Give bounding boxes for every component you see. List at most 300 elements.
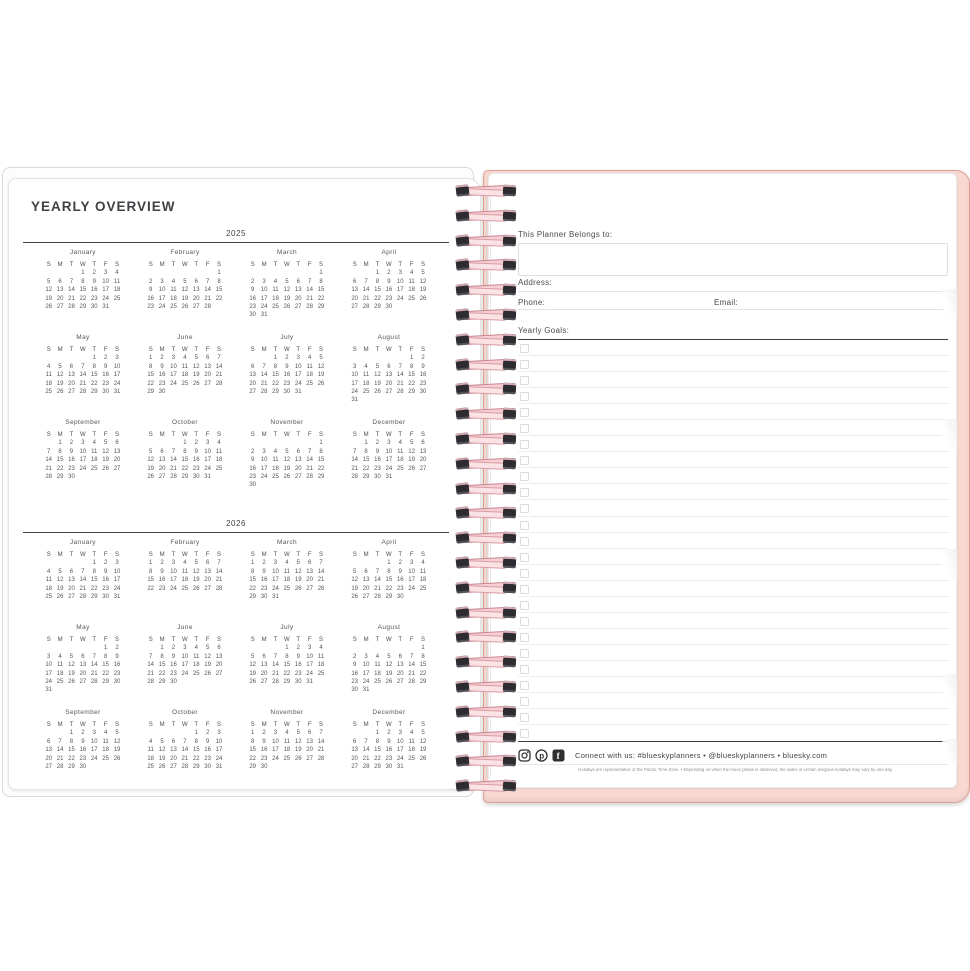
date-cell (349, 354, 360, 362)
date-cell: 6 (47, 738, 51, 745)
date-cell: 12 (317, 363, 325, 370)
date-row (349, 653, 429, 661)
weekday-letter: W (182, 347, 188, 353)
goal-row (518, 388, 948, 404)
month-name: February (170, 249, 200, 256)
date-cell: 29 (90, 594, 98, 601)
address-label: Address: (518, 278, 552, 287)
date-cell: 26 (56, 389, 64, 396)
date-cell: 22 (385, 585, 393, 592)
date-cell: 4 (307, 355, 312, 362)
weekday-letter: T (92, 552, 97, 558)
weekday-letter: W (386, 262, 392, 268)
date-cell: 1 (319, 270, 323, 277)
date-cell: 12 (192, 568, 200, 575)
date-row (43, 278, 123, 286)
date-cell: 13 (192, 287, 200, 294)
date-cell (293, 269, 304, 277)
month-name: January (70, 539, 96, 546)
date-cell: 25 (272, 304, 279, 311)
date-cell: 27 (260, 679, 268, 686)
date-cell: 25 (272, 474, 279, 481)
date-cell (168, 729, 179, 737)
date-cell (360, 354, 371, 362)
date-cell: 15 (249, 747, 257, 754)
date-row (247, 388, 327, 396)
date-cell: 24 (385, 465, 393, 472)
date-cell: 13 (113, 448, 121, 455)
date-cell: 7 (353, 448, 357, 455)
weekday-letter: W (386, 552, 392, 558)
date-cell: 26 (102, 465, 109, 472)
date-cell (372, 644, 383, 652)
date-cell: 5 (251, 653, 255, 660)
date-cell: 8 (149, 568, 153, 575)
date-row (247, 380, 327, 388)
date-cell: 28 (79, 389, 87, 396)
month-calendar (43, 419, 123, 504)
goal-checkbox (520, 424, 529, 433)
phone-email-row (518, 298, 948, 310)
date-cell: 29 (181, 474, 189, 481)
date-cell: 13 (68, 577, 75, 584)
date-cell: 5 (409, 440, 414, 447)
date-cell: 28 (396, 389, 404, 396)
weekday-letter: F (205, 552, 210, 558)
date-cell: 2 (375, 440, 380, 447)
belongs-label: This Planner Belongs to: (518, 230, 613, 239)
date-cell (247, 439, 258, 447)
date-row (247, 371, 327, 379)
year-label: 2025 (226, 229, 246, 238)
date-row (247, 763, 327, 771)
date-row (43, 585, 123, 593)
date-cell: 5 (194, 355, 198, 362)
date-cell: 12 (374, 372, 381, 379)
date-cell: 27 (45, 764, 53, 771)
month-name: July (280, 624, 294, 631)
date-row (247, 363, 327, 371)
date-cell: 1 (194, 730, 198, 737)
date-cell: 6 (353, 278, 357, 285)
date-cell: 26 (294, 755, 302, 762)
date-cell: 18 (113, 287, 121, 294)
date-row (349, 729, 429, 737)
date-cell: 12 (283, 287, 291, 294)
weekday-letter: S (421, 722, 426, 728)
goal-checkbox (520, 440, 529, 449)
date-row (145, 295, 225, 303)
date-cell: 19 (147, 465, 155, 472)
date-cell: 17 (351, 380, 359, 387)
date-cell: 18 (283, 747, 291, 754)
weekday-letter: M (261, 722, 267, 728)
date-row (247, 653, 327, 661)
date-cell (281, 311, 292, 319)
date-cell: 9 (285, 363, 289, 370)
date-cell: 21 (147, 670, 155, 677)
coil-loop (456, 680, 516, 694)
date-cell: 8 (273, 363, 278, 370)
date-cell: 3 (217, 730, 221, 737)
date-cell (383, 396, 394, 404)
date-cell (77, 644, 88, 652)
date-cell: 27 (68, 389, 75, 396)
date-cell: 27 (385, 389, 393, 396)
goal-checkbox (520, 665, 529, 674)
date-row (145, 644, 225, 652)
date-cell: 18 (408, 287, 415, 294)
date-cell: 15 (90, 577, 98, 584)
date-cell: 1 (69, 730, 74, 737)
date-cell: 14 (68, 287, 75, 294)
date-cell: 20 (419, 457, 427, 464)
date-cell: 11 (408, 278, 415, 285)
date-cell: 30 (260, 594, 268, 601)
month-calendar (247, 334, 327, 419)
date-cell (179, 269, 190, 277)
date-cell: 6 (217, 645, 221, 652)
date-cell: 30 (79, 764, 87, 771)
date-cell: 24 (362, 679, 370, 686)
date-cell: 5 (285, 448, 289, 455)
date-cell: 11 (397, 448, 404, 455)
weekday-header-row (43, 551, 123, 559)
date-cell: 30 (170, 679, 177, 686)
goal-row (518, 661, 948, 677)
date-cell: 10 (90, 738, 98, 745)
weekday-letter: T (194, 432, 199, 438)
date-row (145, 559, 225, 567)
weekday-letter: S (115, 722, 120, 728)
date-cell (372, 559, 383, 567)
date-cell: 8 (251, 738, 255, 745)
weekday-letter: F (103, 552, 108, 558)
date-cell: 11 (283, 568, 290, 575)
date-row (349, 585, 429, 593)
date-cell: 27 (306, 755, 313, 762)
date-cell: 13 (385, 372, 393, 379)
weekday-letter: M (159, 722, 165, 728)
weekday-letter: S (115, 552, 120, 558)
date-cell: 15 (317, 457, 325, 464)
date-cell: 13 (351, 747, 359, 754)
date-cell: 9 (251, 457, 255, 464)
date-cell: 7 (364, 738, 368, 745)
date-cell: 26 (158, 764, 166, 771)
weekday-header-row (349, 346, 429, 354)
date-row (349, 448, 429, 456)
date-cell: 29 (317, 474, 325, 481)
date-cell: 17 (170, 577, 177, 584)
goal-checkbox (520, 713, 529, 722)
date-row (43, 763, 123, 771)
date-cell: 3 (115, 560, 119, 567)
yearly-goals-list (518, 339, 948, 742)
date-cell: 11 (374, 662, 381, 669)
date-cell: 18 (215, 457, 223, 464)
date-cell: 19 (408, 457, 415, 464)
date-cell: 27 (204, 380, 211, 387)
date-cell: 9 (69, 448, 74, 455)
date-cell: 17 (385, 457, 393, 464)
date-row (145, 465, 225, 473)
date-cell: 22 (192, 755, 200, 762)
month-calendar (247, 539, 327, 624)
date-cell: 20 (204, 372, 211, 379)
date-row (349, 363, 429, 371)
weekday-letter: M (261, 432, 267, 438)
date-row (43, 576, 123, 584)
date-cell: 30 (374, 474, 381, 481)
date-cell (315, 311, 326, 319)
goal-row (518, 613, 948, 629)
date-cell: 9 (375, 448, 380, 455)
coil-loop (456, 432, 516, 446)
date-cell: 18 (396, 457, 404, 464)
date-cell (406, 644, 417, 652)
date-cell: 30 (158, 389, 166, 396)
date-cell: 19 (294, 577, 302, 584)
date-row (349, 644, 429, 652)
year-section (23, 518, 449, 794)
date-cell (270, 269, 281, 277)
date-cell: 16 (260, 747, 268, 754)
date-cell: 23 (294, 670, 302, 677)
goal-row (518, 356, 948, 372)
date-cell: 3 (364, 653, 368, 660)
date-cell (145, 439, 156, 447)
date-cell: 22 (408, 380, 415, 387)
date-cell: 30 (68, 474, 75, 481)
date-row (247, 473, 327, 481)
date-cell: 3 (115, 355, 119, 362)
date-cell (281, 763, 292, 771)
date-row (349, 286, 429, 294)
date-cell: 4 (47, 568, 51, 575)
date-row (349, 371, 429, 379)
date-cell: 13 (204, 363, 211, 370)
date-cell: 20 (306, 747, 313, 754)
weekday-letter: F (307, 262, 312, 268)
date-cell: 22 (317, 295, 325, 302)
weekday-letter: T (69, 262, 74, 268)
date-cell: 19 (158, 755, 166, 762)
date-cell: 30 (249, 312, 257, 319)
date-cell: 4 (183, 355, 187, 362)
coil-loop (456, 730, 516, 744)
date-cell: 7 (319, 730, 323, 737)
date-cell: 26 (294, 585, 302, 592)
date-cell: 8 (319, 278, 323, 285)
coil-loop (456, 754, 516, 768)
date-cell: 9 (92, 278, 96, 285)
goal-row (518, 420, 948, 436)
date-cell: 14 (396, 372, 404, 379)
date-cell: 6 (353, 738, 357, 745)
month-name: November (270, 419, 304, 426)
date-cell (258, 269, 269, 277)
date-row (43, 363, 123, 371)
weekday-letter: S (46, 347, 51, 353)
date-cell: 23 (102, 585, 109, 592)
weekday-letter: W (284, 552, 290, 558)
date-cell: 9 (103, 568, 108, 575)
date-cell: 24 (90, 755, 98, 762)
date-cell: 18 (192, 662, 200, 669)
date-cell: 2 (92, 270, 96, 277)
date-cell: 14 (260, 372, 268, 379)
date-cell: 31 (294, 389, 302, 396)
date-cell: 25 (102, 755, 109, 762)
weekday-letter: W (80, 637, 86, 643)
date-cell: 24 (113, 585, 121, 592)
weekday-letter: T (171, 262, 176, 268)
date-cell: 10 (351, 372, 359, 379)
date-cell: 17 (408, 577, 415, 584)
date-cell: 10 (170, 363, 177, 370)
date-cell: 31 (362, 687, 370, 694)
date-cell: 25 (283, 585, 291, 592)
date-cell: 27 (294, 304, 302, 311)
date-cell (395, 396, 406, 404)
date-cell: 9 (262, 738, 266, 745)
date-cell: 1 (375, 270, 380, 277)
date-cell: 17 (215, 747, 223, 754)
date-row (349, 439, 429, 447)
date-cell: 3 (307, 645, 312, 652)
date-cell: 9 (251, 287, 255, 294)
date-row (247, 311, 327, 319)
weekday-letter: T (92, 262, 97, 268)
date-row (349, 396, 429, 404)
date-cell (247, 644, 258, 652)
date-cell: 1 (319, 440, 323, 447)
date-cell (395, 686, 406, 694)
date-cell (100, 473, 111, 481)
date-cell: 27 (396, 679, 404, 686)
date-cell: 13 (362, 577, 370, 584)
date-cell: 16 (204, 747, 211, 754)
date-cell: 23 (79, 755, 87, 762)
weekday-letter: W (386, 722, 392, 728)
date-cell: 9 (115, 653, 119, 660)
date-cell: 21 (181, 755, 189, 762)
date-cell: 24 (272, 755, 279, 762)
date-cell: 3 (171, 560, 176, 567)
date-row (43, 439, 123, 447)
date-cell: 31 (396, 764, 404, 771)
coil-loop (456, 308, 516, 322)
date-cell: 17 (306, 662, 313, 669)
date-cell: 15 (283, 662, 291, 669)
date-cell: 15 (147, 577, 155, 584)
weekday-letter: T (92, 432, 97, 438)
date-cell: 31 (272, 594, 279, 601)
date-cell: 23 (385, 295, 393, 302)
date-cell: 17 (272, 747, 279, 754)
weekday-letter: S (352, 262, 357, 268)
date-row (349, 670, 429, 678)
date-row (145, 670, 225, 678)
date-row (43, 371, 123, 379)
date-cell: 14 (147, 662, 155, 669)
date-cell: 18 (362, 380, 370, 387)
month-name: May (76, 624, 90, 631)
date-cell: 5 (205, 645, 210, 652)
date-cell: 13 (215, 653, 223, 660)
weekday-letter: M (363, 262, 369, 268)
date-cell: 26 (385, 679, 393, 686)
date-cell: 23 (158, 380, 166, 387)
date-cell: 29 (283, 679, 291, 686)
date-cell: 29 (374, 304, 381, 311)
weekday-letter: T (296, 722, 301, 728)
date-row (247, 278, 327, 286)
date-row (247, 559, 327, 567)
date-cell: 27 (215, 670, 223, 677)
date-cell: 27 (249, 389, 257, 396)
date-row (145, 388, 225, 396)
date-cell: 4 (398, 440, 402, 447)
date-cell: 30 (102, 594, 109, 601)
weekday-header-row (247, 346, 327, 354)
date-cell: 16 (249, 295, 257, 302)
date-cell: 25 (306, 380, 313, 387)
weekday-letter: T (171, 637, 176, 643)
date-cell (270, 763, 281, 771)
date-row (43, 456, 123, 464)
date-cell: 21 (260, 380, 268, 387)
date-cell: 24 (294, 380, 302, 387)
date-cell: 3 (262, 448, 266, 455)
date-cell: 16 (170, 662, 177, 669)
date-cell: 3 (273, 730, 278, 737)
weekday-letter: S (217, 262, 222, 268)
date-cell (304, 593, 315, 601)
date-cell: 5 (296, 730, 300, 737)
date-cell: 4 (409, 730, 414, 737)
month-calendar (349, 709, 429, 794)
date-cell: 20 (79, 670, 87, 677)
date-row (43, 286, 123, 294)
date-cell: 1 (364, 440, 368, 447)
date-cell: 30 (249, 482, 257, 489)
weekday-letter: S (148, 262, 153, 268)
date-row (349, 465, 429, 473)
date-cell (213, 678, 224, 686)
date-cell: 11 (272, 457, 279, 464)
date-cell: 20 (260, 670, 268, 677)
date-cell: 8 (387, 568, 391, 575)
date-cell: 11 (193, 653, 200, 660)
date-row (145, 286, 225, 294)
date-cell: 17 (204, 457, 211, 464)
date-cell: 23 (113, 670, 121, 677)
goal-checkbox (520, 649, 529, 658)
weekday-letter: S (319, 637, 324, 643)
coil-loop (456, 333, 516, 347)
date-cell: 18 (56, 670, 64, 677)
date-cell: 2 (103, 560, 108, 567)
date-row (43, 354, 123, 362)
date-cell: 16 (147, 295, 155, 302)
date-cell (145, 644, 156, 652)
date-cell: 30 (294, 679, 302, 686)
weekday-header-row (145, 261, 225, 269)
date-cell: 9 (149, 287, 153, 294)
date-cell: 19 (204, 662, 211, 669)
